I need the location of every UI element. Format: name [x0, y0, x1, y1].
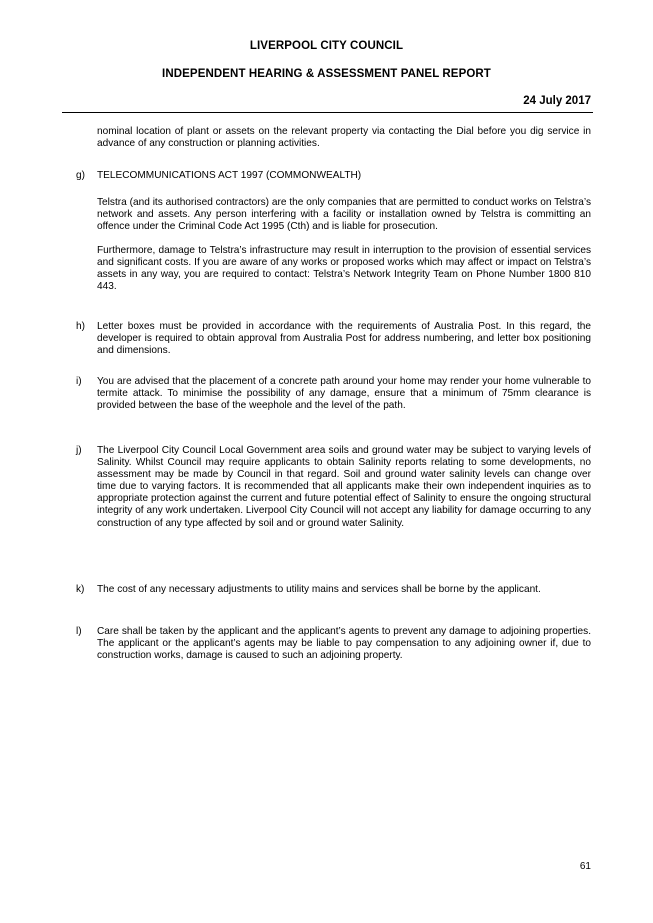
report-date: 24 July 2017	[523, 95, 591, 107]
item-g-paragraph-2: Furthermore, damage to Telstra’s infrastructure may result in interruption to the provision of essential services and significant costs. If you are aware of any works or proposed works which may affect or impact on Telstra’s assets in any way, you are required to contact: Telstra’s Network Integrity Team on Phone Number 1800 810 443.	[97, 245, 591, 293]
continuation-paragraph: nominal location of plant or assets on the relevant property via contacting the Dial before you dig service in advance of any construction or planning activities.	[97, 126, 591, 150]
item-l-marker: l)	[76, 626, 82, 637]
item-g-paragraph-1: Telstra (and its authorised contractors) are the only companies that are permitted to conduct works on Telstra’s network and assets. Any person interfering with a facility or installation owned by Telstra is committing an offence under the Criminal Code Act 1995 (Cth) and is liable for prosecution.	[97, 197, 591, 233]
item-h-text: Letter boxes must be provided in accordance with the requirements of Australia Post. In this regard, the developer is required to obtain approval from Australia Post for address numbering, and letter box positioning and dimensions.	[97, 321, 591, 357]
council-name: LIVERPOOL CITY COUNCIL	[249, 40, 404, 52]
item-k-text: The cost of any necessary adjustments to utility mains and services shall be borne by the applicant.	[97, 584, 541, 595]
item-j-marker: j)	[76, 445, 82, 456]
item-g-marker: g)	[76, 170, 85, 181]
item-k-marker: k)	[76, 584, 85, 595]
page-number: 61	[579, 861, 591, 872]
item-i-text: You are advised that the placement of a concrete path around your home may render your home vulnerable to termite attack. To minimise the possibility of any damage, ensure that a minimum of 75mm clearance is provided between the base of the weephole and the level of the path.	[97, 376, 591, 412]
item-l-text: Care shall be taken by the applicant and the applicant’s agents to prevent any damage to adjoining properties. The applicant or the applicant’s agents may be liable to pay compensation to any adjoining owner if, due to construction works, damage is caused to such an adjoining property.	[97, 626, 591, 662]
item-h-marker: h)	[76, 321, 85, 332]
item-i-marker: i)	[76, 376, 82, 387]
report-title: INDEPENDENT HEARING & ASSESSMENT PANEL REPORT	[162, 68, 491, 80]
item-j-text: The Liverpool City Council Local Government area soils and ground water may be subject to varying levels of Salinity. Whilst Council may require applicants to obtain Salinity reports relating to some developments, no assessment may be made by Council in that regard. Soil and ground water salinity levels can change over time due to varying factors. It is recommended that all applicants make their own independent inquiries as to appropriate protection against the current and future potential effect of Salinity to ensure the ongoing structural integrity of any work undertaken. Liverpool City Council will not accept any liability for damage occurring to any construction of any type affected by soil and or ground water Salinity.	[97, 445, 591, 529]
header-divider	[62, 112, 593, 113]
item-g-heading: TELECOMMUNICATIONS ACT 1997 (COMMONWEALTH)	[97, 170, 362, 181]
